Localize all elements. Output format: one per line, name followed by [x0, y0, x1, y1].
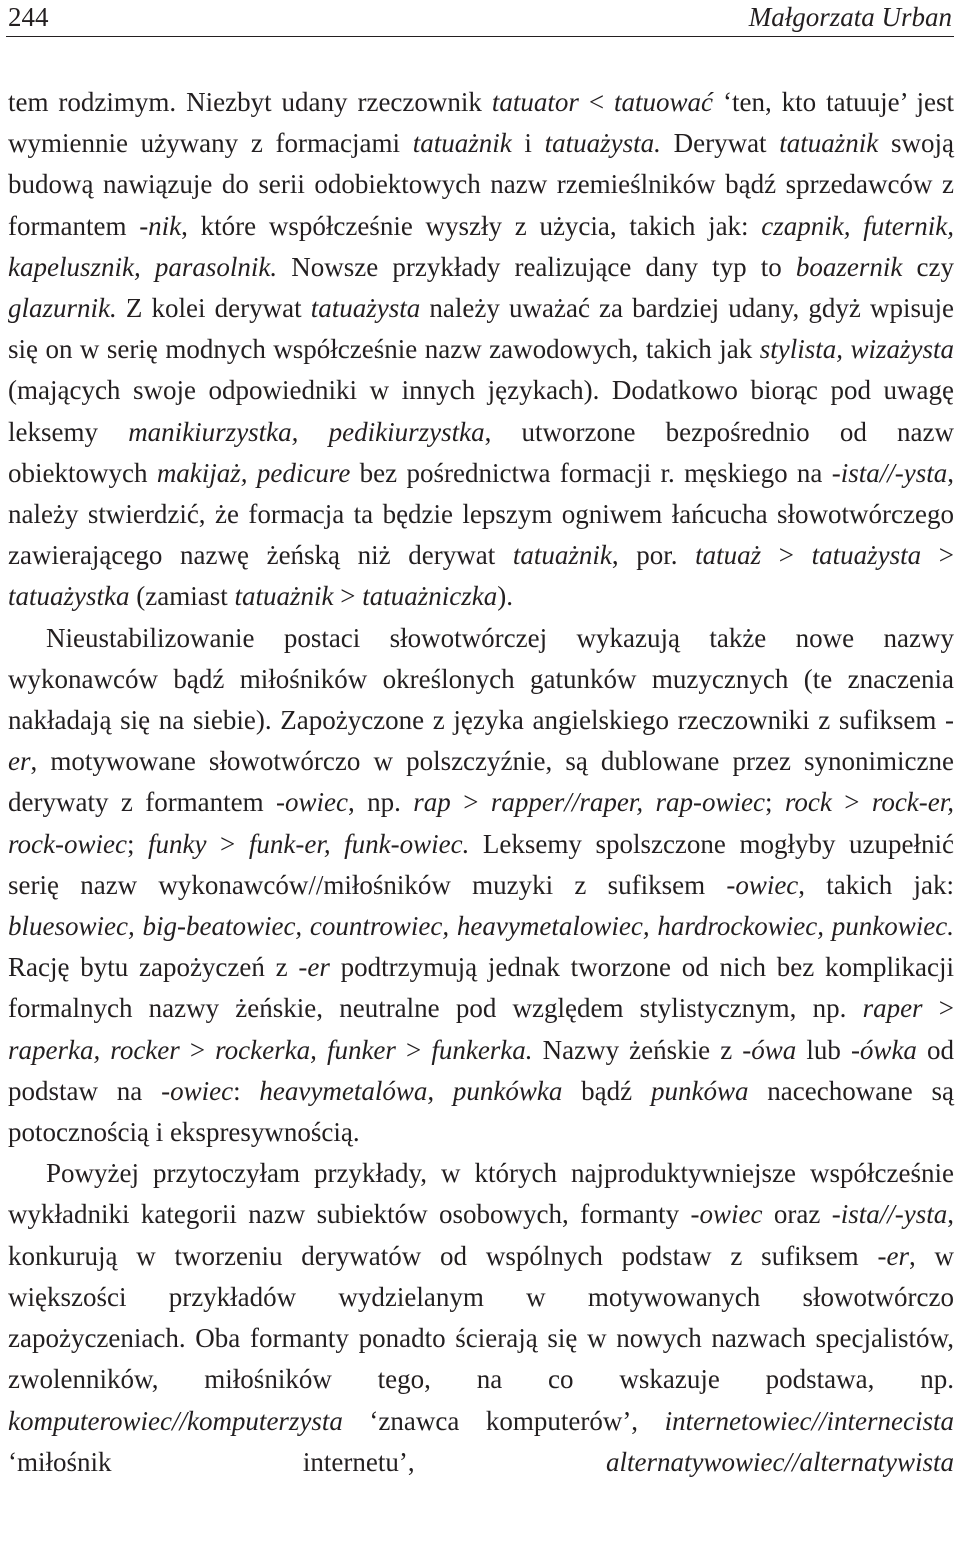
running-header [6, 0, 954, 37]
text-run: , w większości przykładów wydzielanym w motywowanych słowotwórczo zapożyczeniach. Oba formanty ponadto ścierają się w nowych nazwach specjalistów, zwolenników, miłośników tego, na co wskazuje podstawa, np. [8, 1240, 954, 1395]
text-run: , należy stwierdzić, że formacja ta będzie lepszym ogniwem łańcucha słowotwórczego zawierającego nazwę żeńską niż derywat [8, 457, 954, 571]
text-run: ‘znawca komputerów’, [342, 1405, 665, 1436]
italic-term: -ista//-ysta [831, 457, 948, 488]
text-run: > [333, 581, 363, 612]
italic-term: komputerowiec//komputerzysta [8, 1405, 343, 1436]
text-run: , takich jak: [798, 869, 954, 900]
italic-term: -nik [139, 210, 182, 241]
text-run: > [761, 540, 812, 571]
italic-term: tatuażnik [779, 128, 879, 159]
italic-term: ówa [751, 1034, 797, 1065]
italic-term: funky [148, 828, 207, 859]
text-run: podtrzymują jednak tworzone od nich bez komplikacji formalnych nazwy żeńskie, neutralne pod względem stylistycznym, np. [8, 952, 954, 1024]
text-run: > [179, 1034, 216, 1065]
text-run: bez pośrednictwa formacji r. męskiego na [350, 457, 832, 488]
italic-term: tatuażysta. [544, 128, 661, 159]
text-run: : [233, 1075, 260, 1106]
italic-term: makijaż, pedicure [156, 457, 351, 488]
italic-term: internetowiec//internecista [664, 1405, 954, 1436]
italic-term: -ówka [850, 1034, 917, 1065]
text-run: ). [497, 581, 513, 612]
body-text [8, 82, 954, 1483]
text-run: nacechowane są potocznością i ekspresywnością. [8, 1075, 954, 1148]
italic-term: heavymetalówa, punkówka [259, 1075, 563, 1106]
text-run: > [206, 828, 249, 859]
text-run: Rację bytu zapożyczeń z [8, 952, 299, 983]
italic-term: rockerka, funker [215, 1034, 396, 1065]
text-run: Leksemy spolszczone mogłyby uzupełnić serię nazw wykonawców//miłośników muzyki z sufiksem - [8, 828, 954, 900]
text-run: , motywowane słowotwórczo w polszczyźnie, są dublowane przez synonimiczne derywaty z formantem [8, 746, 954, 818]
text-run: Nazwy żeńskie z - [532, 1034, 752, 1065]
italic-term: tatuażysta [310, 293, 421, 324]
italic-term: funk-er, funk-owiec. [248, 828, 470, 859]
italic-term: -er [298, 952, 330, 983]
text-run: , konkurują w tworzeniu derywatów od wspólnych podstaw z sufiksem [8, 1199, 954, 1271]
italic-term: bluesowiec, big-beatowiec, countrowiec, heavymetalowiec, hardrockowiec, punkowiec. [8, 911, 954, 942]
running-head-author: Małgorzata Urban [748, 2, 952, 32]
text-run: (zamiast [129, 581, 235, 612]
italic-term: glazurnik. [8, 293, 117, 324]
text-run: tem rodzimym. Niezbyt udany rzeczownik [8, 87, 492, 117]
text-run: , por. [611, 540, 696, 571]
italic-term: rap [413, 787, 451, 818]
text-run: Z kolei derywat [116, 293, 311, 324]
italic-term: tatuaż [695, 540, 762, 571]
italic-term: -owiec [276, 787, 349, 818]
italic-term: punkówa [650, 1075, 749, 1106]
italic-term: rapper//raper, rap-owiec [490, 787, 765, 818]
italic-term: tatuażniczka [362, 581, 498, 612]
text-run: , utworzone bezpośrednio od nazw obiektowych [8, 416, 954, 488]
italic-term: rock [784, 787, 832, 818]
text-run: (mających swoje odpowiedniki w innych językach). Dodatkowo biorąc pod uwagę leksemy [8, 375, 954, 447]
italic-term: czapnik, futernik, kapelusznik, parasolnik. [8, 210, 954, 282]
text-run: od podstaw na [8, 1034, 954, 1106]
italic-term: tatuażnik [234, 581, 334, 612]
italic-term: -er [8, 705, 954, 777]
text-run: swoją budową nawiązuje do serii odobiektowych nazw rzemieślników bądź sprzedawców z formantem [8, 128, 954, 241]
italic-term: -owiec [161, 1075, 234, 1106]
italic-term: owiec [735, 869, 799, 900]
text-run: Nowsze przykłady realizujące dany typ to [277, 251, 796, 282]
text-run: czy [902, 251, 954, 282]
italic-term: raper [862, 993, 923, 1024]
text-run: > [450, 787, 491, 818]
text-run: > [922, 993, 954, 1024]
text-run: ; [126, 828, 149, 859]
italic-term: raperka, rocker [8, 1034, 180, 1065]
italic-term: stylista, wizażysta [759, 334, 954, 365]
text-run: > [395, 1034, 432, 1065]
paragraph [8, 618, 954, 1154]
text-run: ‘ten, kto tatuuje’ jest wymiennie używany z formacjami [8, 87, 954, 159]
text-run: oraz [762, 1199, 832, 1230]
italic-term: tatuować [614, 87, 714, 117]
italic-term: boazernik [795, 251, 903, 282]
italic-term: tatuażysta [811, 540, 922, 571]
italic-term: funkerka. [431, 1034, 533, 1065]
text-run: Nieustabilizowanie postaci słowotwórczej wykazują także nowe nazwy wykonawców bądź miłośników określonych gatunków muzycznych (te znaczenia nakładają się na siebie). Zapożyczone z języka angielskiego rzeczowniki z sufiksem [8, 622, 954, 736]
text-run: , które współcześnie wyszły z użycia, takich jak: [181, 210, 762, 241]
text-run: ‘miłośnik internetu’, [8, 1446, 607, 1477]
text-run: i [511, 128, 545, 159]
italic-term: tatuażnik [412, 128, 512, 159]
text-run: Derywat [660, 128, 780, 159]
italic-term: -owiec [690, 1199, 763, 1230]
italic-term: -ista//-ysta [831, 1199, 948, 1230]
text-run: , np. [348, 787, 414, 818]
text-run: lub [796, 1034, 851, 1065]
italic-term: alternatywowiec//alternatywista [606, 1446, 954, 1477]
italic-term: -er [877, 1240, 909, 1271]
page-number: 244 [8, 2, 49, 32]
italic-term: tatuator [491, 87, 579, 117]
italic-term: rock-er, rock-owiec [8, 787, 955, 859]
italic-term: manikiurzystka, pedikiurzystka [128, 416, 485, 447]
text-run: bądź [562, 1075, 651, 1106]
text-run: Powyżej przytoczyłam przykłady, w których najproduktywniejsze współcześnie wykładniki kategorii nazw subiektów osobowych, formanty [8, 1158, 954, 1230]
text-run: < [578, 87, 615, 117]
italic-term: tatuażnik [512, 540, 612, 571]
text-run: ; [764, 787, 785, 818]
text-run: należy uważać za bardziej udany, gdyż wpisuje się on w serię modnych współcześnie nazw zawodowych, takich jak [8, 293, 954, 365]
text-run: > [831, 787, 872, 818]
text-run: > [921, 540, 954, 571]
italic-term: tatuażystka [8, 581, 130, 612]
paragraph [8, 82, 954, 618]
paragraph [8, 1153, 954, 1483]
